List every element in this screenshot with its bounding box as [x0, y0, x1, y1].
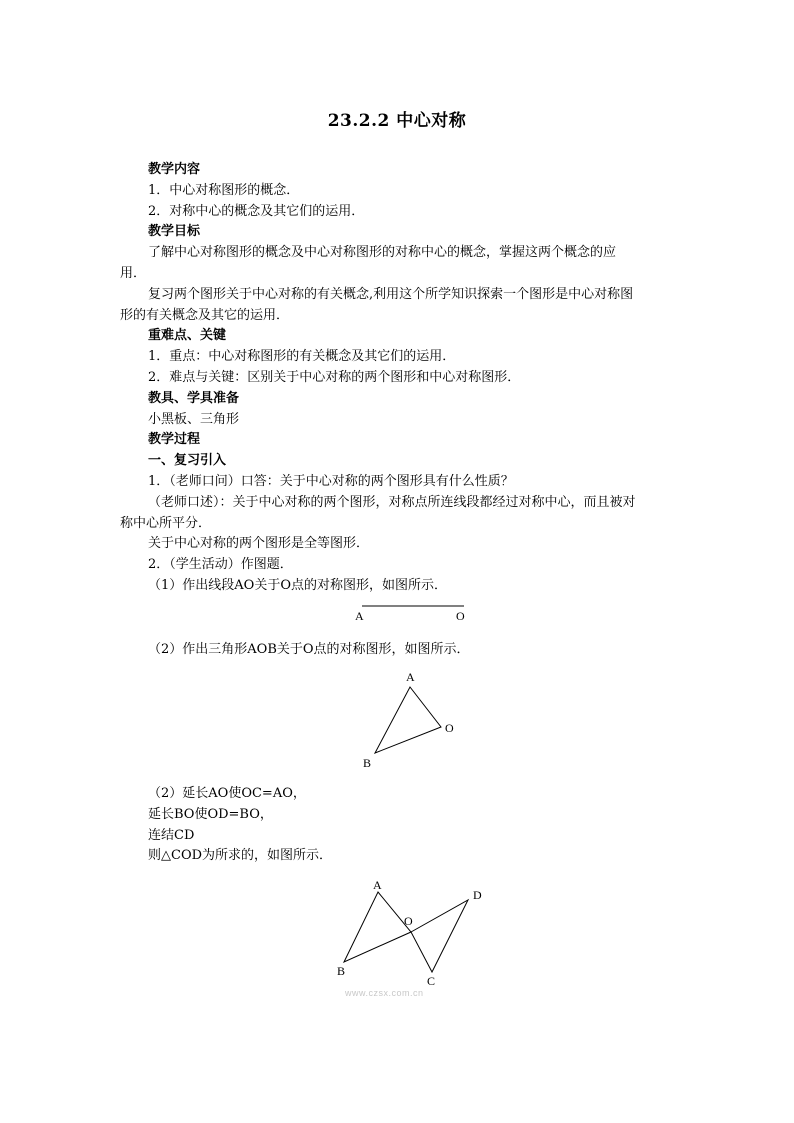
text-line: 小黑板、三角形	[148, 411, 240, 427]
text-line: 称中心所平分．	[120, 515, 212, 531]
step-line: （2）延长AO使OC=AO，	[148, 786, 306, 801]
figure-central-symmetry	[330, 872, 490, 990]
text-line: 2．难点与关键：区别关于中心对称的两个图形和中心对称图形．	[148, 370, 521, 385]
label-a: A	[406, 670, 415, 684]
text-line: （老师口述）：关于中心对称的两个图形，对称点所连线段都经过对称中心，而且被对	[148, 494, 636, 510]
text-line: 形的有关概念及其它的运用．	[120, 307, 290, 323]
fig2-caption: （2）作出三角形AOB关于O点的对称图形，如图所示．	[148, 642, 470, 657]
label-b: B	[337, 964, 346, 978]
text-line: 1．中心对称图形的概念．	[148, 182, 300, 198]
label-o: O	[445, 721, 454, 735]
text-line: 复习两个图形关于中心对称的有关概念,利用这个所学知识探索一个图形是中心对称图	[148, 286, 634, 302]
page-title: 23.2.2 中心对称	[327, 111, 467, 131]
label-d: D	[473, 888, 482, 902]
label-a: A	[373, 878, 382, 892]
text-line: 1．重点：中心对称图形的有关概念及其它们的运用．	[148, 349, 456, 365]
triangle-cod	[411, 900, 468, 972]
label-a: A	[355, 609, 364, 623]
step-line: 连结CD	[148, 827, 195, 843]
section-heading: 教学过程	[148, 432, 201, 448]
triangle-aob	[375, 687, 441, 753]
label-c: C	[427, 974, 436, 988]
figure-segment-ao	[350, 598, 480, 628]
text-line: 2．（学生活动）作图题．	[148, 557, 293, 573]
label-o: O	[456, 609, 465, 623]
text-line: （1）作出线段AO关于O点的对称图形，如图所示．	[148, 578, 447, 593]
text-line: 1．（老师口问）口答：关于中心对称的两个图形具有什么性质？	[148, 474, 514, 489]
step-line: 延长BO使OD=BO，	[148, 806, 273, 822]
section-heading: 教学内容	[148, 162, 201, 177]
section-heading: 一、复习引入	[148, 453, 227, 469]
step-line: 则△COD为所求的，如图所示．	[148, 848, 333, 864]
text-line: 关于中心对称的两个图形是全等图形．	[148, 536, 370, 552]
figure-triangle-aob	[355, 665, 465, 775]
section-heading: 教学目标	[148, 224, 201, 240]
label-o: O	[404, 914, 413, 928]
label-b: B	[363, 756, 372, 770]
section-heading: 教具、学具准备	[148, 390, 240, 406]
triangle-aob	[344, 892, 411, 962]
text-line: 了解中心对称图形的概念及中心对称图形的对称中心的概念，掌握这两个概念的应	[148, 245, 617, 261]
text-line: 2．对称中心的概念及其它们的运用．	[148, 203, 365, 219]
watermark: www.czsx.com.cn	[345, 988, 424, 998]
text-line: 用．	[120, 266, 147, 281]
section-heading: 重难点、关键	[148, 328, 227, 344]
